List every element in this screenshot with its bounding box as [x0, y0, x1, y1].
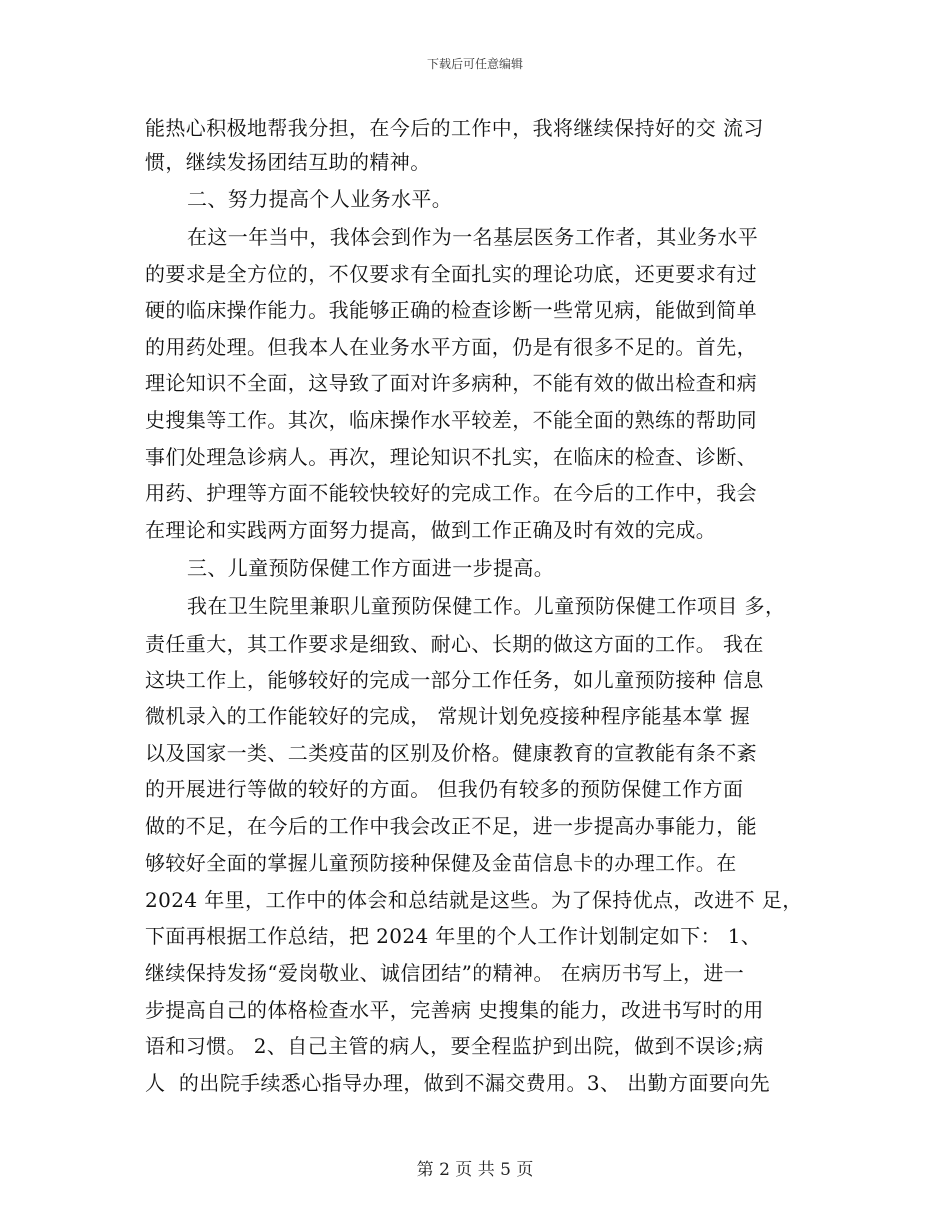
- paragraph-first-line: 在这一年当中，我体会到作为一名基层医务工作者，其业务水平: [187, 225, 759, 249]
- paragraph-first-line: 我在卫生院里兼职儿童预防保健工作。儿童预防保健工作项目 多，: [187, 594, 786, 618]
- text-line: 责任重大，其工作要求是细致、耐心、长期的做这方面的工作。 我在: [145, 632, 764, 656]
- text-line: 理论知识不全面，这导致了面对许多病种，不能有效的做出检查和病: [145, 371, 757, 395]
- page-header: 下载后可任意编辑: [426, 57, 523, 71]
- text-line: 硬的临床操作能力。我能够正确的检查诊断一些常见病，能做到简单: [145, 298, 757, 322]
- text-line: 2024 年里，工作中的体会和总结就是这些。为了保持优点，改进不 足，: [145, 888, 803, 912]
- text-line: 下面再根据工作总结，把 2024 年里的个人工作计划制定如下： 1、: [145, 924, 762, 948]
- text-line: 在理论和实践两方面努力提高，做到工作正确及时有效的完成。: [145, 518, 717, 542]
- text-line: 以及国家一类、二类疫苗的区别及价格。健康教育的宣教能有条不紊: [145, 741, 757, 765]
- text-line: 继续保持发扬“爱岗敬业、诚信团结”的精神。 在病历书写上，进一: [145, 961, 745, 985]
- text-line: 语和习惯。 2、自己主管的病人，要全程监护到出院，做到不误诊;病: [145, 1034, 764, 1058]
- page-number-footer: 第 2 页 共 5 页: [416, 1160, 534, 1180]
- text-line: 的用药处理。但我本人在业务水平方面，仍是有很多不足的。首先，: [145, 335, 757, 359]
- text-line: 够较好全面的掌握儿童预防接种保健及金苗信息卡的办理工作。在: [145, 851, 737, 875]
- section-heading: 二、努力提高个人业务水平。: [187, 187, 453, 211]
- text-line: 这块工作上，能够较好的完成一部分工作任务，如儿童预防接种 信息: [145, 668, 764, 692]
- text-line: 用药、护理等方面不能较快较好的完成工作。在今后的工作中，我会: [145, 481, 757, 505]
- text-line: 史搜集等工作。其次，临床操作水平较差，不能全面的熟练的帮助同: [145, 408, 757, 432]
- text-line: 的开展进行等做的较好的方面。 但我仍有较多的预防保健工作方面: [145, 777, 744, 801]
- text-line: 人 的出院手续悉心指导办理，做到不漏交费用。3、 出勤方面要向先: [145, 1071, 770, 1095]
- text-line: 做的不足，在今后的工作中我会改正不足，进一步提高办事能力，能: [145, 814, 757, 838]
- text-line: 的要求是全方位的，不仅要求有全面扎实的理论功底，还更要求有过: [145, 262, 757, 286]
- text-line: 微机录入的工作能较好的完成， 常规计划免疫接种程序能基本掌 握: [145, 704, 751, 728]
- text-line: 事们处理急诊病人。再次，理论知识不扎实，在临床的检查、诊断、: [145, 445, 757, 469]
- text-line: 能热心积极地帮我分担，在今后的工作中，我将继续保持好的交 流习: [145, 116, 764, 140]
- text-line: 步提高自己的体格检查水平，完善病 史搜集的能力，改进书写时的用: [145, 998, 764, 1022]
- text-line: 惯，继续发扬团结互助的精神。: [145, 150, 431, 174]
- section-heading: 三、儿童预防保健工作方面进一步提高。: [187, 556, 555, 580]
